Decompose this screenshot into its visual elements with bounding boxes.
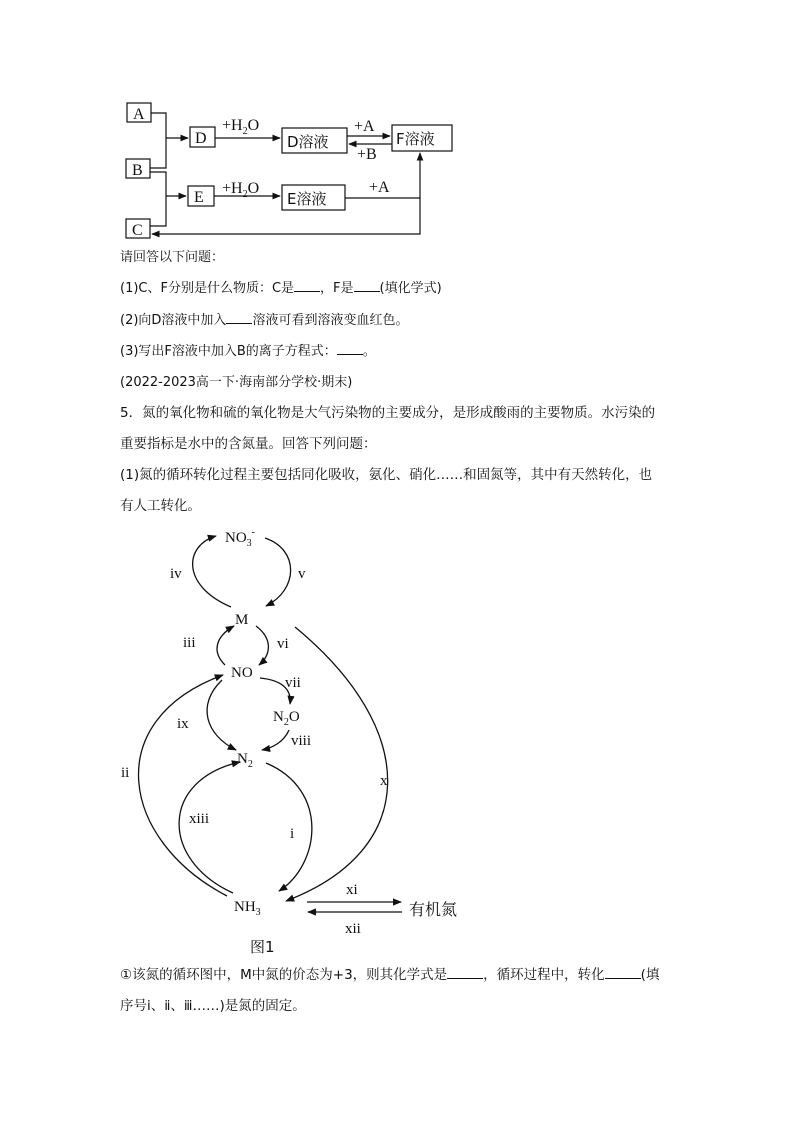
problem-5-line: (1)氮的循环转化过程主要包括同化吸收，氨化、硝化……和固氮等，其中有天然转化，也 (120, 467, 653, 483)
question-1: (1)C、F分别是什么物质：C是 ，F是 (填化学式) (120, 281, 442, 296)
species-n2: $N_2$ (237, 751, 253, 770)
intro-line: 请回答以下问题： (120, 250, 225, 265)
question-3: (3)写出F溶液中加入B的离子方程式： 。 (120, 344, 376, 359)
label-plus-a-bottom: +A (369, 179, 390, 196)
label-e-solution: E溶液 (287, 190, 327, 208)
answer-blank[interactable] (605, 966, 641, 979)
label-xi: xi (346, 882, 358, 898)
label-d: D (195, 130, 207, 147)
label-plus-a-top: +A (354, 118, 375, 135)
problem-5-line: 5．氮的氧化物和硫的氧化物是大气污染物的主要成分，是形成酸雨的主要物质。水污染的 (120, 405, 656, 421)
label-xii: xii (345, 921, 361, 937)
arrow-xiii (179, 762, 240, 893)
species-nitrate: $NO_3^-$ (225, 527, 256, 549)
label-xiii: xiii (189, 811, 210, 827)
figure-caption: 图1 (250, 938, 275, 956)
arrow-ii (139, 675, 227, 896)
label-b: B (132, 162, 143, 179)
answer-blank[interactable] (294, 279, 320, 292)
question-2: (2)向D溶液中加入 溶液可看到溶液变血红色。 (120, 313, 409, 328)
label-viii: viii (291, 733, 312, 749)
label-v: v (298, 566, 306, 582)
species-m: M (235, 612, 249, 628)
label-iv: iv (170, 566, 182, 582)
arrow-iv (193, 536, 231, 607)
label-ix: ix (177, 716, 189, 732)
label-h2o-top: $+H_2O$ (222, 117, 260, 137)
species-nh3: $NH_3$ (234, 899, 261, 918)
label-ii: ii (121, 765, 130, 781)
answer-blank[interactable] (354, 279, 380, 292)
species-no: NO (231, 665, 253, 681)
label-i: i (290, 826, 295, 842)
question-circled-1 (120, 960, 680, 1022)
arrow-v (265, 538, 291, 606)
label-x: x (380, 773, 388, 789)
source-line: (2022-2023高一下·海南部分学校·期末) (120, 375, 353, 390)
species-n2o: $N_2O$ (273, 709, 300, 728)
nitrogen-cycle-diagram (0, 520, 794, 960)
label-f-solution: F溶液 (396, 130, 435, 148)
problem-5-line: 重要指标是水中的含氮量。回答下列问题： (120, 436, 377, 452)
arrow-ix (207, 680, 236, 750)
label-h2o-bottom: $+H_2O$ (222, 180, 260, 200)
problem-5-line: 有人工转化。 (120, 498, 201, 514)
label-a: A (133, 106, 145, 123)
question-circled-1-line: ①该氮的循环图中，M中氮的价态为+3，则其化学式是 ，循环过程中，转化 (填 (120, 967, 660, 983)
arrow-x (286, 627, 388, 901)
answer-blank[interactable] (226, 311, 252, 324)
label-c: C (132, 222, 143, 239)
reaction-flow-diagram (0, 0, 794, 245)
answer-blank[interactable] (447, 966, 483, 979)
answer-blank[interactable] (337, 342, 363, 355)
question-circled-1-line: 序号ⅰ、ⅱ、ⅲ……)是氮的固定。 (120, 998, 306, 1014)
species-organic-nitrogen: 有机氮 (409, 900, 458, 919)
problem-5 (120, 398, 680, 522)
label-plus-b: +B (357, 146, 377, 163)
label-iii: iii (183, 635, 196, 651)
label-d-solution: D溶液 (287, 133, 329, 151)
label-vii: vii (285, 675, 301, 691)
arrow-i (266, 763, 312, 891)
arrow-viii (262, 730, 289, 750)
label-vi: vi (277, 636, 289, 652)
label-e: E (194, 189, 204, 206)
arrow-iii (217, 626, 234, 665)
arrow-vi (256, 626, 268, 665)
